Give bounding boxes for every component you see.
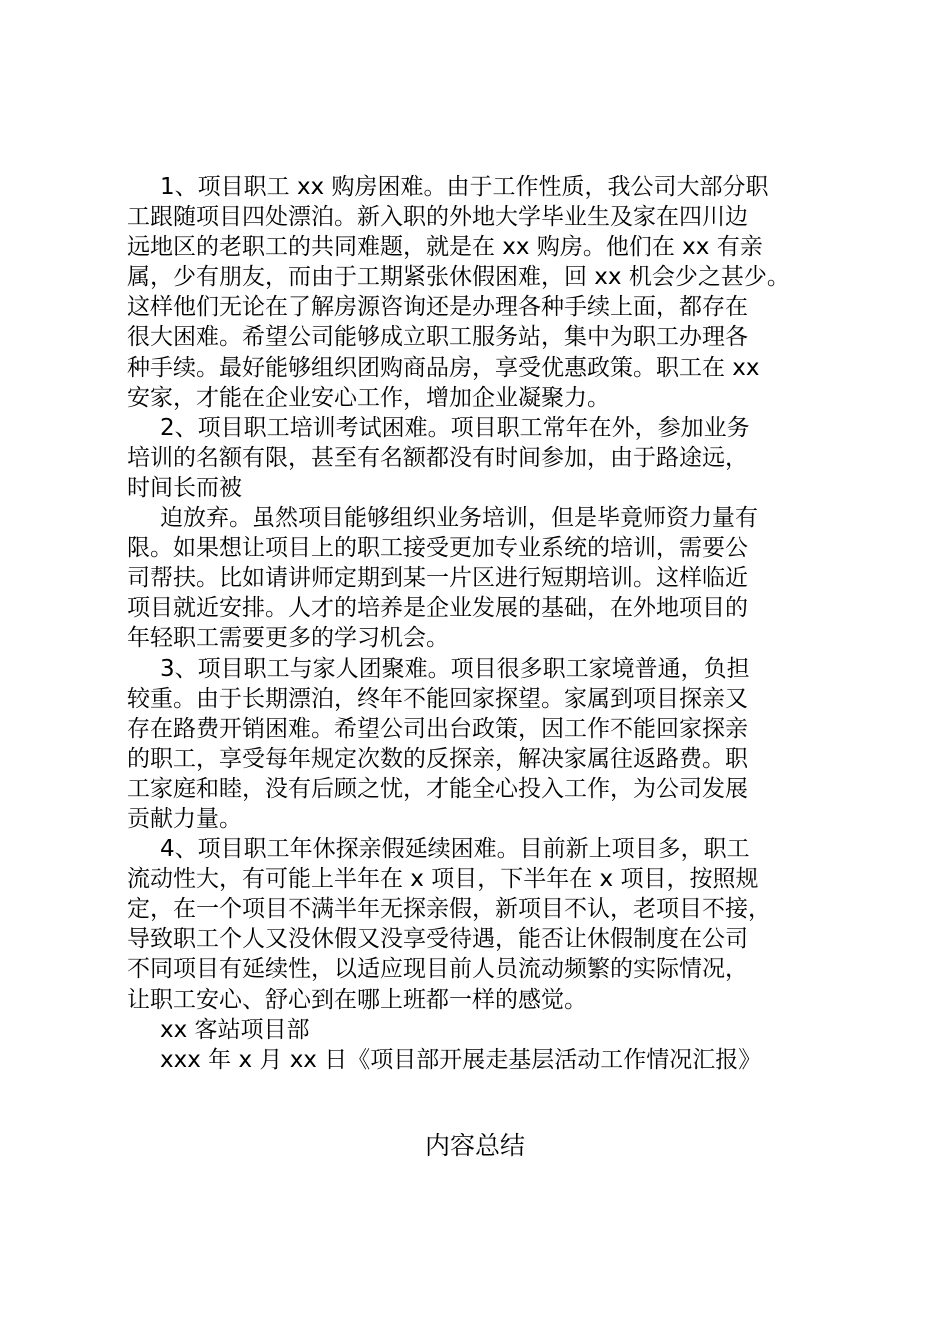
text-line: 属，少有朋友，而由于工期紧张休假困难，回 xx 机会少之甚少。 <box>127 264 790 291</box>
text-line: 4、项目职工年休探亲假延续困难。目前新上项目多，职工 <box>160 836 750 863</box>
text-line: 项目就近安排。人才的培养是企业发展的基础，在外地项目的 <box>127 595 748 622</box>
text-line: 3、项目职工与家人团聚难。项目很多职工家境普通，负担 <box>160 655 750 682</box>
text-line: 较重。由于长期漂泊，终年不能回家探望。家属到项目探亲又 <box>127 685 748 712</box>
text-line: 导致职工个人又没休假又没享受待遇，能否让休假制度在公司 <box>127 926 748 953</box>
text-line: 远地区的老职工的共同难题，就是在 xx 购房。他们在 xx 有亲 <box>127 234 763 261</box>
text-line: 不同项目有延续性，以适应现目前人员流动频繁的实际情况， <box>127 956 748 983</box>
summary-heading: 内容总结 <box>424 1131 525 1160</box>
text-line: 流动性大，有可能上半年在 x 项目，下半年在 x 项目，按照规 <box>127 866 759 893</box>
text-line: 工跟随项目四处漂泊。新入职的外地大学毕业生及家在四川边 <box>127 204 748 231</box>
text-line: 培训的名额有限，甚至有名额都没有时间参加，由于路途远， <box>127 444 748 471</box>
text-line: 工家庭和睦，没有后顾之忧，才能全心投入工作，为公司发展 <box>127 775 748 802</box>
signature-line: xx 客站项目部 <box>160 1016 310 1043</box>
text-line: 1、项目职工 xx 购房困难。由于工作性质，我公司大部分职 <box>160 174 769 200</box>
text-line: 的职工，享受每年规定次数的反探亲，解决家属往返路费。职 <box>127 745 748 772</box>
date-line: xxx 年 x 月 xx 日《项目部开展走基层活动工作情况汇报》 <box>160 1046 762 1073</box>
text-line: 种手续。最好能够组织团购商品房，享受优惠政策。职工在 xx <box>127 354 760 381</box>
text-line: 这样他们无论在了解房源咨询还是办理各种手续上面，都存在 <box>127 294 748 321</box>
text-line: 很大困难。希望公司能够成立职工服务站，集中为职工办理各 <box>127 324 748 351</box>
text-line: 存在路费开销困难。希望公司出台政策，因工作不能回家探亲 <box>127 715 748 742</box>
text-line: 安家，才能在企业安心工作，增加企业凝聚力。 <box>127 384 610 411</box>
text-line: 司帮扶。比如请讲师定期到某一片区进行短期培训。这样临近 <box>127 565 748 592</box>
text-line: 限。如果想让项目上的职工接受更加专业系统的培训，需要公 <box>127 535 748 562</box>
text-line: 时间长而被 <box>127 474 242 501</box>
text-line: 迫放弃。虽然项目能够组织业务培训，但是毕竟师资力量有 <box>160 505 758 532</box>
text-line: 让职工安心、舒心到在哪上班都一样的感觉。 <box>127 986 587 1013</box>
text-line: 2、项目职工培训考试困难。项目职工常年在外，参加业务 <box>160 414 750 441</box>
text-line: 贡献力量。 <box>127 805 242 832</box>
document-body <box>127 172 847 1075</box>
text-line: 定，在一个项目不满半年无探亲假，新项目不认，老项目不接， <box>127 896 771 923</box>
text-line: 年轻职工需要更多的学习机会。 <box>127 625 449 652</box>
